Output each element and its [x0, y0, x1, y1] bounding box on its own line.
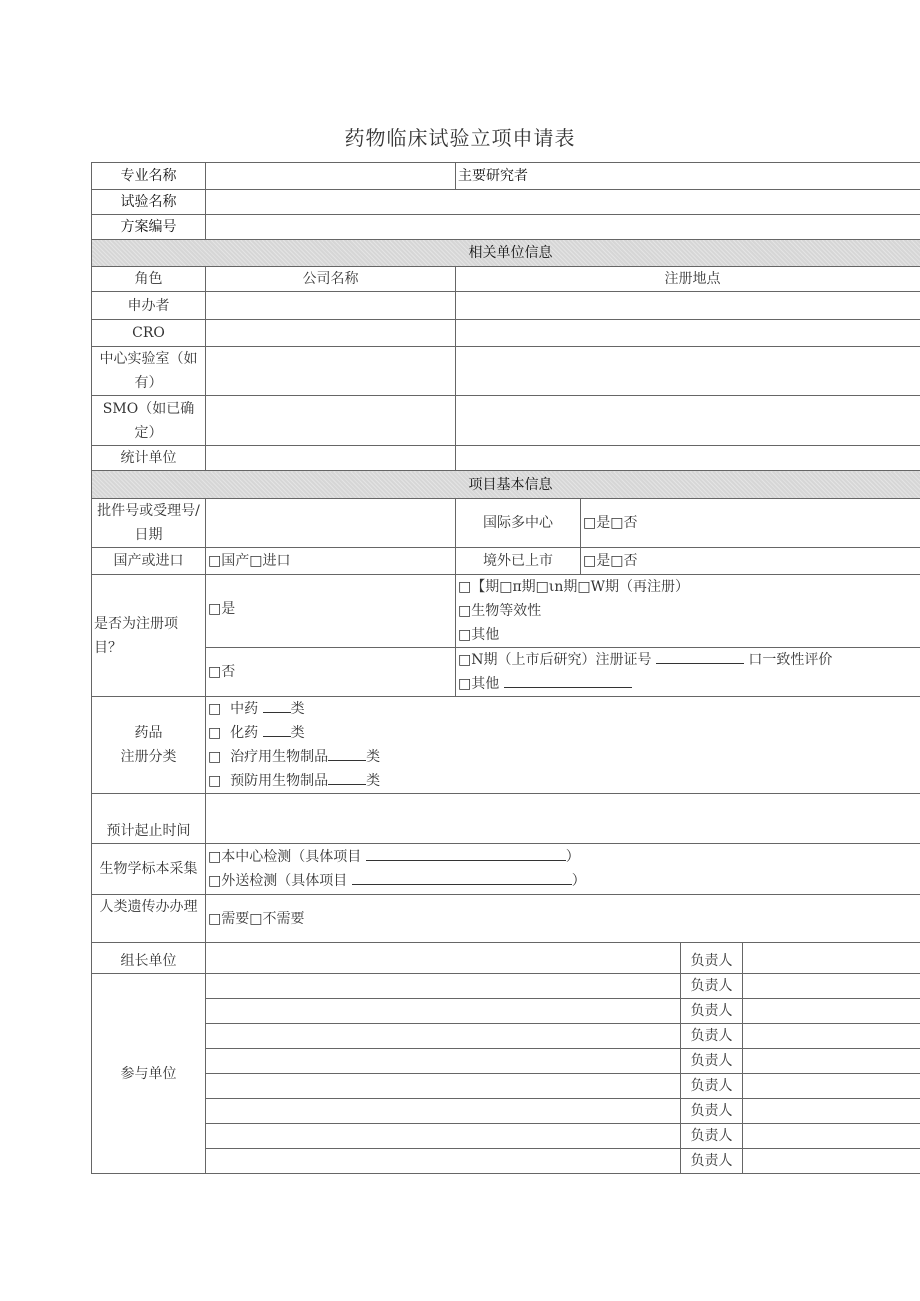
role-smo: SMO（如已确定）	[92, 396, 206, 446]
participant-responsible-input[interactable]	[743, 1074, 920, 1099]
participant-responsible-label: 负责人	[681, 1049, 743, 1074]
central-lab-address-input[interactable]	[456, 347, 920, 396]
participant-unit-input[interactable]	[206, 1149, 681, 1174]
col-company: 公司名称	[206, 267, 456, 292]
origin-options[interactable]: □国产□进口	[206, 548, 456, 575]
participant-responsible-label: 负责人	[681, 1124, 743, 1149]
smo-address-input[interactable]	[456, 396, 920, 446]
yes-other-option[interactable]: □其他	[458, 627, 500, 643]
overseas-options[interactable]: □是□否	[581, 548, 920, 575]
participant-responsible-label: 负责人	[681, 1024, 743, 1049]
leader-unit-label: 组长单位	[92, 943, 206, 974]
participant-responsible-label: 负责人	[681, 1099, 743, 1124]
participant-responsible-input[interactable]	[743, 1124, 920, 1149]
leader-unit-input[interactable]	[206, 943, 681, 974]
trial-name-label: 试验名称	[92, 190, 206, 215]
participant-unit-label: 参与单位	[92, 974, 206, 1174]
no-other-blank[interactable]	[504, 675, 632, 688]
page-title: 药物临床试验立项申请表	[344, 126, 576, 150]
period-input[interactable]	[206, 794, 920, 844]
participant-unit-input[interactable]	[206, 1049, 681, 1074]
phase-options[interactable]: □【期□π期□ιn期□W期（再注册）	[458, 579, 690, 595]
phase4-option[interactable]: □N期（上市后研究）注册证号	[458, 652, 652, 668]
participant-responsible-label: 负责人	[681, 999, 743, 1024]
origin-label: 国产或进口	[92, 548, 206, 575]
consistency-eval-option[interactable]: 口一致性评价	[748, 652, 833, 668]
participant-unit-input[interactable]	[206, 1074, 681, 1099]
genetic-office-options[interactable]: □需要□不需要	[206, 895, 920, 943]
in-center-test-option[interactable]: □本中心检测（具体项目 ）	[208, 849, 580, 865]
units-section-heading: 相关单位信息	[92, 240, 920, 267]
participant-responsible-input[interactable]	[743, 1024, 920, 1049]
participant-responsible-input[interactable]	[743, 999, 920, 1024]
participant-responsible-label: 负责人	[681, 1074, 743, 1099]
sponsor-company-input[interactable]	[206, 292, 456, 320]
intl-multicenter-options[interactable]: □是□否	[581, 499, 920, 548]
approval-label: 批件号或受理号/日期	[92, 499, 206, 548]
role-central-lab: 中心实验室（如有）	[92, 347, 206, 396]
protocol-no-input[interactable]	[206, 215, 920, 240]
participant-unit-input[interactable]	[206, 1124, 681, 1149]
biospecimen-label: 生物学标本采集	[92, 844, 206, 895]
participant-responsible-input[interactable]	[743, 1099, 920, 1124]
col-role: 角色	[92, 267, 206, 292]
biospecimen-options	[206, 844, 920, 895]
participant-unit-input[interactable]	[206, 999, 681, 1024]
participant-responsible-input[interactable]	[743, 1149, 920, 1174]
period-label: 预计起止时间	[92, 794, 206, 844]
drug-class-therapeutic-bio[interactable]: □ 治疗用生物制品 类	[208, 749, 381, 765]
registered-label: 是否为注册项目？	[92, 575, 206, 697]
participant-responsible-input[interactable]	[743, 974, 920, 999]
role-cro: CRO	[92, 320, 206, 347]
pi-label[interactable]: 主要研究者	[456, 163, 920, 190]
participant-responsible-label: 负责人	[681, 974, 743, 999]
drug-class-tcm[interactable]: □ 中药 类	[208, 701, 305, 717]
smo-company-input[interactable]	[206, 396, 456, 446]
project-section-heading: 项目基本信息	[92, 471, 920, 499]
protocol-no-label: 方案编号	[92, 215, 206, 240]
leader-responsible-input[interactable]	[743, 943, 920, 974]
statistics-address-input[interactable]	[456, 446, 920, 471]
cro-address-input[interactable]	[456, 320, 920, 347]
participant-unit-input[interactable]	[206, 974, 681, 999]
no-other-option[interactable]: □其他	[458, 676, 500, 692]
trial-name-input[interactable]	[206, 190, 920, 215]
registration-no-blank[interactable]	[656, 651, 744, 664]
external-test-option[interactable]: □外送检测（具体项目 ）	[208, 873, 586, 889]
leader-responsible-label: 负责人	[681, 943, 743, 974]
application-form	[91, 162, 920, 1174]
drug-class-preventive-bio[interactable]: □ 预防用生物制品 类	[208, 773, 381, 789]
drug-class-label: 药品 注册分类	[92, 697, 206, 794]
participant-responsible-input[interactable]	[743, 1049, 920, 1074]
statistics-company-input[interactable]	[206, 446, 456, 471]
registered-no-options	[456, 648, 920, 697]
cro-company-input[interactable]	[206, 320, 456, 347]
participant-unit-input[interactable]	[206, 1099, 681, 1124]
central-lab-company-input[interactable]	[206, 347, 456, 396]
specialty-label: 专业名称	[92, 163, 206, 190]
drug-class-chemical[interactable]: □ 化药 类	[208, 725, 305, 741]
role-sponsor: 申办者	[92, 292, 206, 320]
col-address: 注册地点	[456, 267, 920, 292]
approval-input[interactable]	[206, 499, 456, 548]
sponsor-address-input[interactable]	[456, 292, 920, 320]
overseas-label: 境外已上市	[456, 548, 581, 575]
specialty-input[interactable]	[206, 163, 456, 190]
registered-yes-options	[456, 575, 920, 648]
drug-class-options	[206, 697, 920, 794]
registered-yes[interactable]	[206, 575, 456, 648]
bioequivalence-option[interactable]: □生物等效性	[458, 603, 542, 619]
genetic-office-label: 人类遗传办办理	[92, 895, 206, 943]
intl-multicenter-label: 国际多中心	[456, 499, 581, 548]
registered-no-checkbox[interactable]: □否	[206, 648, 456, 697]
participant-responsible-label: 负责人	[681, 1149, 743, 1174]
participant-unit-input[interactable]	[206, 1024, 681, 1049]
registered-yes-checkbox[interactable]: □是	[208, 601, 236, 617]
role-statistics: 统计单位	[92, 446, 206, 471]
